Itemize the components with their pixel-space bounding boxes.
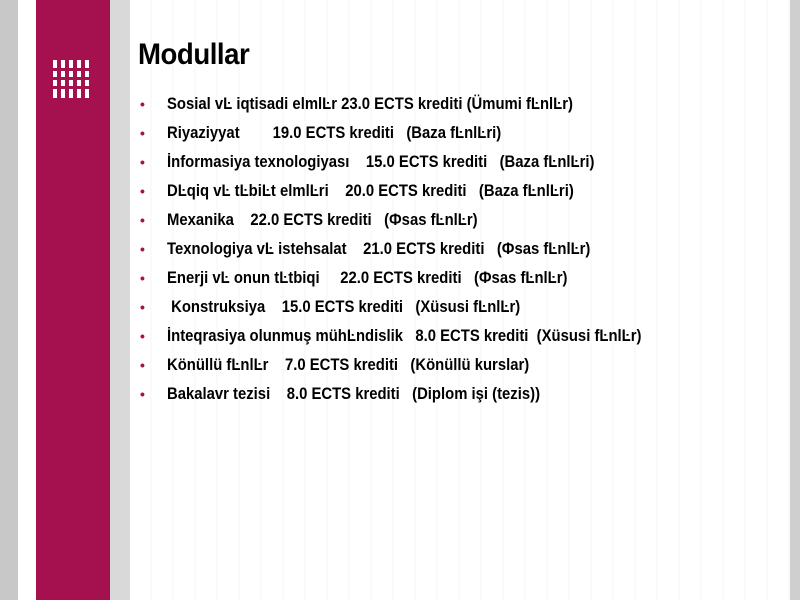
list-item-text: Sosial vĿ iqtisadi elmlĿr 23.0 ECTS krediti (Ümumi fĿnlĿr) — [167, 95, 573, 113]
bullet-icon: • — [140, 212, 145, 228]
bullet-icon: • — [140, 328, 145, 344]
list-item — [138, 351, 694, 380]
middle-gray-strip — [110, 0, 130, 600]
list-item — [138, 177, 694, 206]
bullet-icon: • — [140, 386, 145, 402]
list-item-text: Texnologiya vĿ istehsalat 21.0 ECTS krediti (Фsas fĿnlĿr) — [167, 240, 591, 258]
list-item-text: Riyaziyyat 19.0 ECTS krediti (Baza fĿnlĿri) — [167, 124, 502, 142]
list-item-text: İnteqrasiya olunmuş mühĿndislik 8.0 ECTS krediti (Xüsusi fĿnlĿr) — [167, 327, 642, 345]
list-item-text: İnformasiya texnologiyası 15.0 ECTS krediti (Baza fĿnlĿri) — [167, 153, 595, 171]
list-item — [138, 119, 694, 148]
list-item — [138, 90, 694, 119]
module-list — [138, 90, 694, 409]
bullet-icon: • — [140, 125, 145, 141]
list-item — [138, 322, 694, 351]
slide-title: Modullar — [138, 38, 250, 71]
list-item — [138, 264, 694, 293]
list-item — [138, 293, 694, 322]
list-item — [138, 235, 694, 264]
list-item — [138, 380, 694, 409]
list-item-text: DĿqiq vĿ tĿbiĿt elmlĿri 20.0 ECTS krediti (Baza fĿnlĿri) — [167, 182, 574, 200]
striped-square-logo-icon — [53, 60, 91, 98]
list-item — [138, 206, 694, 235]
bullet-icon: • — [140, 241, 145, 257]
left-white-gap — [18, 0, 36, 600]
list-item-text: Mexanika 22.0 ECTS krediti (Фsas fĿnlĿr) — [167, 211, 478, 229]
left-gray-strip — [0, 0, 18, 600]
bullet-icon: • — [140, 270, 145, 286]
bullet-icon: • — [140, 299, 145, 315]
right-gray-strip — [790, 0, 800, 600]
list-item — [138, 148, 694, 177]
list-item-text: Konstruksiya 15.0 ECTS krediti (Xüsusi fĿnlĿr) — [167, 298, 521, 316]
bullet-icon: • — [140, 357, 145, 373]
list-item-text: Enerji vĿ onun tĿtbiqi 22.0 ECTS krediti (Фsas fĿnlĿr) — [167, 269, 568, 287]
list-item-text: Bakalavr tezisi 8.0 ECTS krediti (Diplom işi (tezis)) — [167, 385, 541, 403]
bullet-icon: • — [140, 96, 145, 112]
list-item-text: Könüllü fĿnlĿr 7.0 ECTS krediti (Könüllü kurslar) — [167, 356, 530, 374]
bullet-icon: • — [140, 154, 145, 170]
bullet-icon: • — [140, 183, 145, 199]
